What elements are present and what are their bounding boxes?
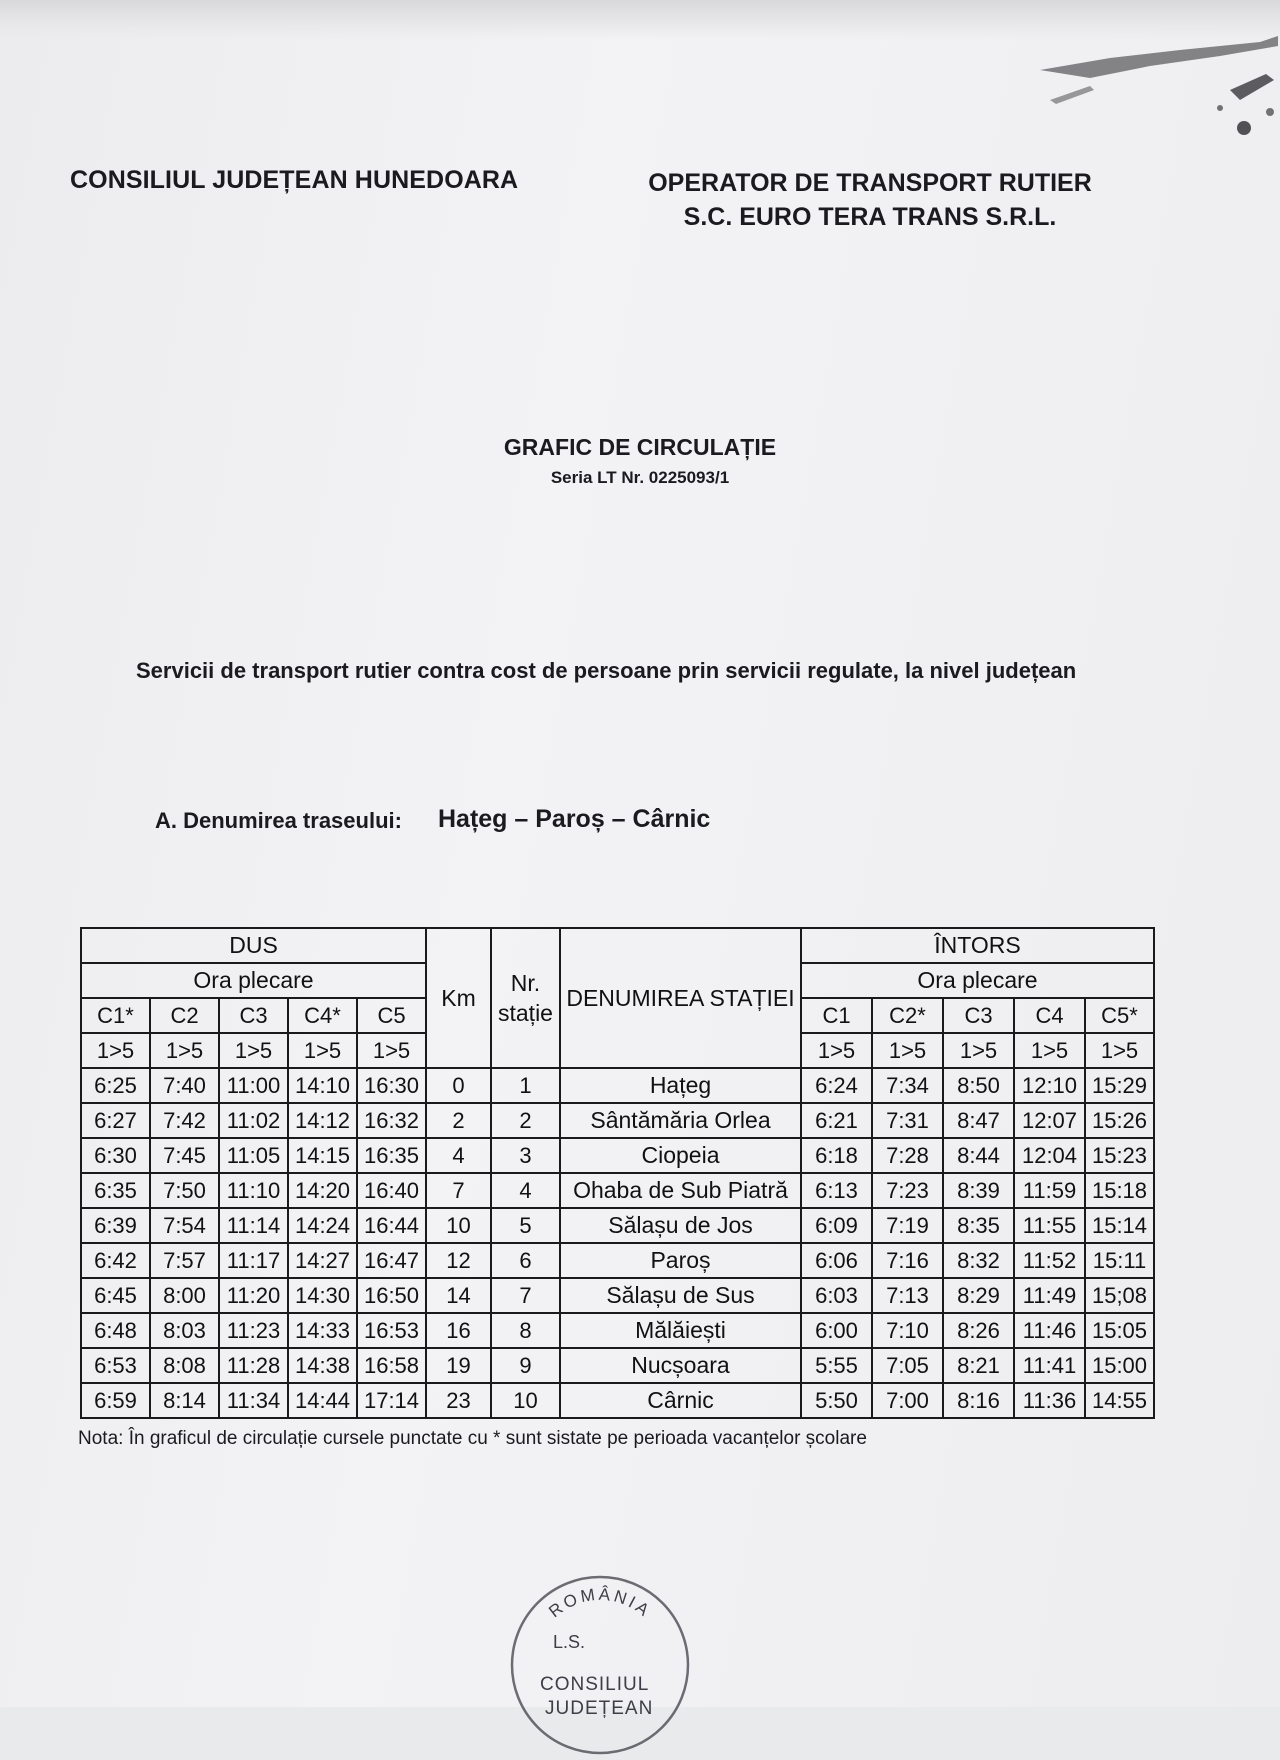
intors-days: 1>5 <box>872 1033 943 1068</box>
dus-departure-time: 7:50 <box>150 1173 219 1208</box>
table-row <box>81 1208 1154 1243</box>
station-number: 10 <box>491 1383 560 1418</box>
dus-departure-time: 8:14 <box>150 1383 219 1418</box>
dus-course: C1* <box>81 998 150 1033</box>
intors-departure-time: 11:46 <box>1014 1313 1085 1348</box>
intors-departure-time: 7:10 <box>872 1313 943 1348</box>
nr-header <box>491 928 560 1068</box>
station-name: Mălăiești <box>560 1313 801 1348</box>
dus-departure-time: 14:27 <box>288 1243 357 1278</box>
dus-departure-time: 14:38 <box>288 1348 357 1383</box>
dus-departure-time: 11:10 <box>219 1173 288 1208</box>
station-name: Paroș <box>560 1243 801 1278</box>
dus-departure-time: 14:44 <box>288 1383 357 1418</box>
intors-departure-time: 8:44 <box>943 1138 1014 1173</box>
dus-departure-time: 6:53 <box>81 1348 150 1383</box>
intors-departure-time: 6:03 <box>801 1278 872 1313</box>
station-number: 8 <box>491 1313 560 1348</box>
intors-departure-time: 11:41 <box>1014 1348 1085 1383</box>
dus-departure-time: 14:33 <box>288 1313 357 1348</box>
km-value: 19 <box>426 1348 491 1383</box>
dus-departure-time: 8:08 <box>150 1348 219 1383</box>
intors-departure-time: 7:31 <box>872 1103 943 1138</box>
dus-course: C2 <box>150 998 219 1033</box>
dus-days: 1>5 <box>150 1033 219 1068</box>
intors-departure-time: 11:52 <box>1014 1243 1085 1278</box>
station-name: Sălașu de Sus <box>560 1278 801 1313</box>
dus-departure-time: 7:57 <box>150 1243 219 1278</box>
dus-departure-time: 7:45 <box>150 1138 219 1173</box>
intors-departure-time: 14:55 <box>1085 1383 1154 1418</box>
schedule-note: Nota: În graficul de circulație cursele punctate cu * sunt sistate pe perioada vacanțelor școlare <box>78 1428 867 1449</box>
intors-departure-time: 8:16 <box>943 1383 1014 1418</box>
intors-departure-time: 7:19 <box>872 1208 943 1243</box>
km-value: 16 <box>426 1313 491 1348</box>
intors-departure-time: 8:39 <box>943 1173 1014 1208</box>
station-name: Hațeg <box>560 1068 801 1103</box>
document-title: GRAFIC DE CIRCULAȚIE <box>503 434 777 460</box>
intors-departure-time: 7:23 <box>872 1173 943 1208</box>
intors-departure-time: 6:21 <box>801 1103 872 1138</box>
dus-departure-time: 6:42 <box>81 1243 150 1278</box>
dus-departure-time: 11:23 <box>219 1313 288 1348</box>
dus-departure-time: 11:17 <box>219 1243 288 1278</box>
dus-departure-time: 7:42 <box>150 1103 219 1138</box>
intors-departure-time: 7:28 <box>872 1138 943 1173</box>
intors-departure-time: 8:29 <box>943 1278 1014 1313</box>
intors-departure-time: 8:47 <box>943 1103 1014 1138</box>
dus-departure-time: 8:03 <box>150 1313 219 1348</box>
intors-course: C1 <box>801 998 872 1033</box>
intors-departure-time: 8:35 <box>943 1208 1014 1243</box>
intors-departure-time: 8:26 <box>943 1313 1014 1348</box>
intors-departure-time: 5:50 <box>801 1383 872 1418</box>
dus-departure-time: 11:05 <box>219 1138 288 1173</box>
intors-departure-time: 8:50 <box>943 1068 1014 1103</box>
intors-departure-time: 15:23 <box>1085 1138 1154 1173</box>
station-header: DENUMIREA STAȚIEI <box>560 928 801 1068</box>
intors-departure-time: 15:29 <box>1085 1068 1154 1103</box>
table-row <box>81 1068 1154 1103</box>
intors-days: 1>5 <box>1014 1033 1085 1068</box>
dus-departure-time: 7:40 <box>150 1068 219 1103</box>
operator-header <box>620 166 1120 234</box>
dus-days: 1>5 <box>288 1033 357 1068</box>
table-row <box>81 1383 1154 1418</box>
km-value: 2 <box>426 1103 491 1138</box>
intors-departure-time: 6:06 <box>801 1243 872 1278</box>
table-row <box>81 1103 1154 1138</box>
intors-course: C3 <box>943 998 1014 1033</box>
dus-departure-time: 16:40 <box>357 1173 426 1208</box>
table-row <box>81 1243 1154 1278</box>
intors-departure-time: 15:26 <box>1085 1103 1154 1138</box>
dus-departure-time: 16:53 <box>357 1313 426 1348</box>
intors-departure-time: 15:00 <box>1085 1348 1154 1383</box>
intors-departure-time: 6:13 <box>801 1173 872 1208</box>
intors-departure-time: 5:55 <box>801 1348 872 1383</box>
dus-departure-time: 6:39 <box>81 1208 150 1243</box>
station-number: 7 <box>491 1278 560 1313</box>
header-row-direction <box>81 928 1154 963</box>
dus-departure-time: 11:20 <box>219 1278 288 1313</box>
table-row <box>81 1348 1154 1383</box>
dus-departure-time: 11:28 <box>219 1348 288 1383</box>
intors-departure-time: 7:00 <box>872 1383 943 1418</box>
intors-departure-time: 8:21 <box>943 1348 1014 1383</box>
intors-course: C2* <box>872 998 943 1033</box>
dus-departure-time: 8:00 <box>150 1278 219 1313</box>
dus-departure-time: 11:02 <box>219 1103 288 1138</box>
intors-departure-time: 12:04 <box>1014 1138 1085 1173</box>
intors-departure-time: 11:49 <box>1014 1278 1085 1313</box>
station-name: Cârnic <box>560 1383 801 1418</box>
intors-departure-time: 8:32 <box>943 1243 1014 1278</box>
intors-header: ÎNTORS <box>801 928 1154 963</box>
dus-departure-time: 6:48 <box>81 1313 150 1348</box>
station-name: Ohaba de Sub Piatră <box>560 1173 801 1208</box>
route-label: A. Denumirea traseului: <box>155 808 402 833</box>
service-description: Servicii de transport rutier contra cost de persoane prin servicii regulate, la nivel județean <box>136 658 1077 683</box>
dus-departure-time: 6:59 <box>81 1383 150 1418</box>
intors-departure-time: 15:11 <box>1085 1243 1154 1278</box>
dus-departure-time: 16:30 <box>357 1068 426 1103</box>
stamp-ls: L.S. <box>553 1632 586 1652</box>
dus-departure-time: 11:00 <box>219 1068 288 1103</box>
dus-departure-time: 16:32 <box>357 1103 426 1138</box>
dus-departure-time: 6:35 <box>81 1173 150 1208</box>
stamp-line-1: CONSILIUL <box>540 1674 650 1695</box>
intors-ora-plecare: Ora plecare <box>801 963 1154 998</box>
dus-ora-plecare: Ora plecare <box>81 963 426 998</box>
dus-departure-time: 6:25 <box>81 1068 150 1103</box>
schedule-table <box>80 927 1155 1419</box>
intors-course: C5* <box>1085 998 1154 1033</box>
table-row <box>81 1278 1154 1313</box>
station-number: 6 <box>491 1243 560 1278</box>
official-stamp <box>505 1570 695 1760</box>
dus-departure-time: 6:30 <box>81 1138 150 1173</box>
station-name: Sântămăria Orlea <box>560 1103 801 1138</box>
station-name: Ciopeia <box>560 1138 801 1173</box>
station-number: 3 <box>491 1138 560 1173</box>
stamp-line-2: JUDEȚEAN <box>545 1698 654 1719</box>
route-value: Hațeg – Paroș – Cârnic <box>438 805 711 833</box>
council-header: CONSILIUL JUDEȚEAN HUNEDOARA <box>70 166 519 194</box>
dus-departure-time: 14:30 <box>288 1278 357 1313</box>
km-value: 10 <box>426 1208 491 1243</box>
dus-departure-time: 16:35 <box>357 1138 426 1173</box>
dus-departure-time: 6:27 <box>81 1103 150 1138</box>
intors-departure-time: 11:36 <box>1014 1383 1085 1418</box>
dus-departure-time: 6:45 <box>81 1278 150 1313</box>
dus-days: 1>5 <box>357 1033 426 1068</box>
km-value: 0 <box>426 1068 491 1103</box>
dus-departure-time: 14:15 <box>288 1138 357 1173</box>
intors-departure-time: 7:16 <box>872 1243 943 1278</box>
dus-departure-time: 14:24 <box>288 1208 357 1243</box>
dus-departure-time: 16:58 <box>357 1348 426 1383</box>
dus-days: 1>5 <box>81 1033 150 1068</box>
operator-line-1: OPERATOR DE TRANSPORT RUTIER <box>648 169 1092 197</box>
stamp-top-text: ROMÂNIA <box>545 1584 655 1622</box>
station-number: 5 <box>491 1208 560 1243</box>
intors-days: 1>5 <box>801 1033 872 1068</box>
table-row <box>81 1173 1154 1208</box>
station-number: 2 <box>491 1103 560 1138</box>
km-value: 12 <box>426 1243 491 1278</box>
station-name: Nucșoara <box>560 1348 801 1383</box>
intors-departure-time: 12:10 <box>1014 1068 1085 1103</box>
operator-line-2: S.C. EURO TERA TRANS S.R.L. <box>683 203 1057 231</box>
dus-departure-time: 11:34 <box>219 1383 288 1418</box>
dus-departure-time: 14:12 <box>288 1103 357 1138</box>
intors-departure-time: 7:05 <box>872 1348 943 1383</box>
dus-course: C4* <box>288 998 357 1033</box>
intors-departure-time: 6:00 <box>801 1313 872 1348</box>
dus-departure-time: 11:14 <box>219 1208 288 1243</box>
ink-splatter <box>1030 30 1280 140</box>
intors-departure-time: 15;08 <box>1085 1278 1154 1313</box>
station-name: Sălașu de Jos <box>560 1208 801 1243</box>
intors-departure-time: 6:24 <box>801 1068 872 1103</box>
intors-departure-time: 6:18 <box>801 1138 872 1173</box>
dus-departure-time: 17:14 <box>357 1383 426 1418</box>
dus-departure-time: 14:20 <box>288 1173 357 1208</box>
dus-course: C3 <box>219 998 288 1033</box>
dus-departure-time: 16:47 <box>357 1243 426 1278</box>
intors-departure-time: 7:13 <box>872 1278 943 1313</box>
table-row <box>81 1138 1154 1173</box>
document-serial: Seria LT Nr. 0225093/1 <box>550 468 730 487</box>
intors-days: 1>5 <box>1085 1033 1154 1068</box>
dus-days: 1>5 <box>219 1033 288 1068</box>
dus-departure-time: 16:50 <box>357 1278 426 1313</box>
intors-departure-time: 15:05 <box>1085 1313 1154 1348</box>
intors-departure-time: 15:14 <box>1085 1208 1154 1243</box>
station-number: 9 <box>491 1348 560 1383</box>
intors-days: 1>5 <box>943 1033 1014 1068</box>
intors-course: C4 <box>1014 998 1085 1033</box>
intors-departure-time: 11:55 <box>1014 1208 1085 1243</box>
intors-departure-time: 6:09 <box>801 1208 872 1243</box>
km-value: 23 <box>426 1383 491 1418</box>
intors-departure-time: 12:07 <box>1014 1103 1085 1138</box>
dus-departure-time: 14:10 <box>288 1068 357 1103</box>
km-header: Km <box>426 928 491 1068</box>
nr-header-line-1: Nr. <box>510 970 541 996</box>
intors-departure-time: 7:34 <box>872 1068 943 1103</box>
dus-header: DUS <box>81 928 426 963</box>
intors-departure-time: 15:18 <box>1085 1173 1154 1208</box>
km-value: 7 <box>426 1173 491 1208</box>
km-value: 4 <box>426 1138 491 1173</box>
dus-departure-time: 7:54 <box>150 1208 219 1243</box>
station-number: 4 <box>491 1173 560 1208</box>
dus-course: C5 <box>357 998 426 1033</box>
dus-departure-time: 16:44 <box>357 1208 426 1243</box>
nr-header-line-2: stație <box>498 1000 553 1026</box>
station-number: 1 <box>491 1068 560 1103</box>
table-row <box>81 1313 1154 1348</box>
intors-departure-time: 11:59 <box>1014 1173 1085 1208</box>
km-value: 14 <box>426 1278 491 1313</box>
